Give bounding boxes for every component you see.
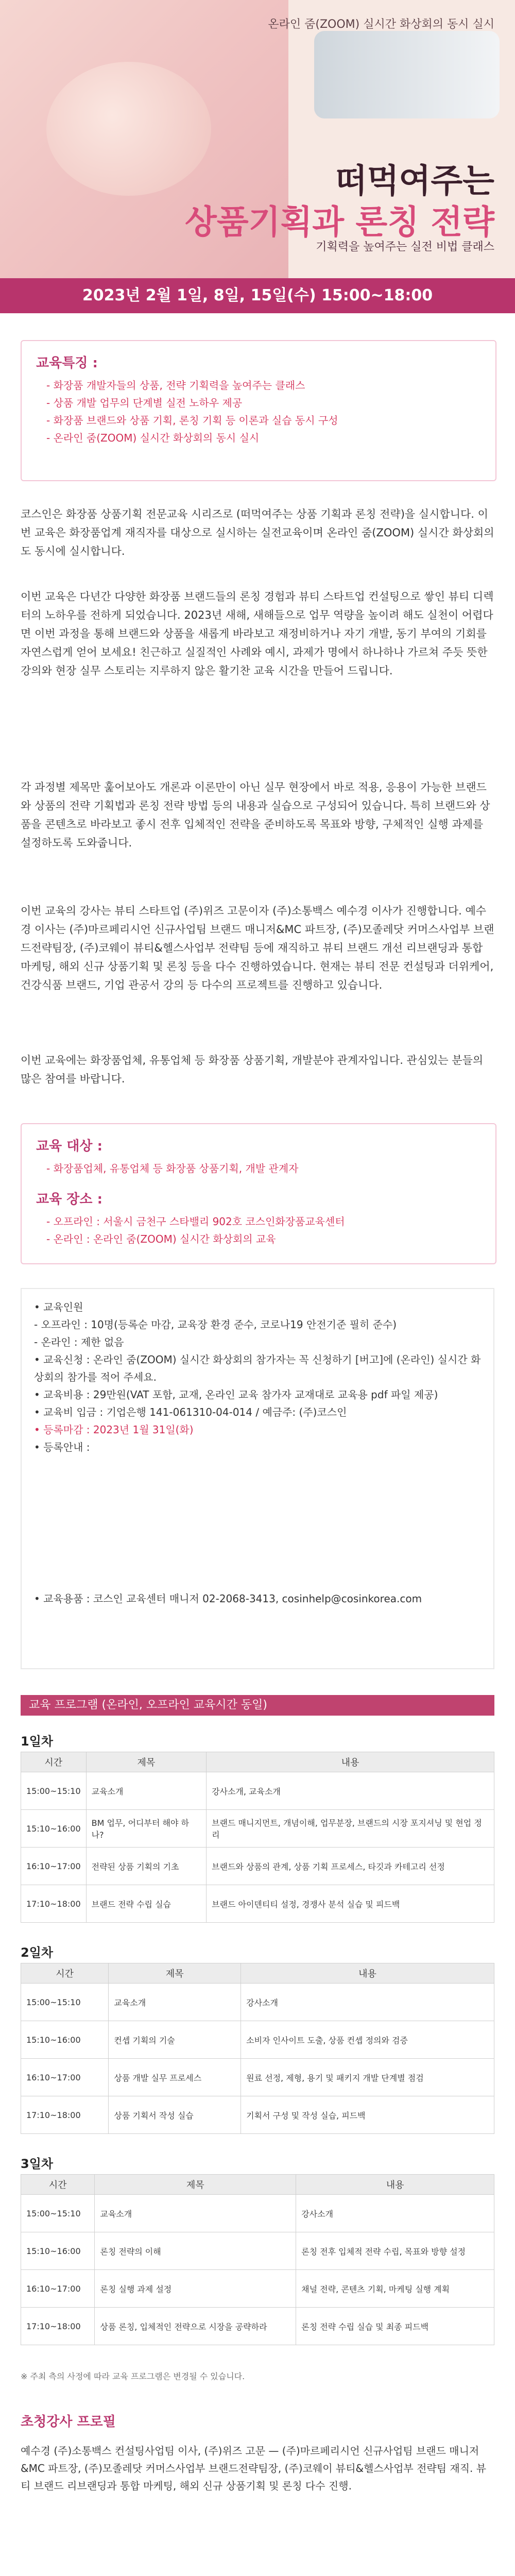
cell-title: 교육소개 [95, 2195, 296, 2232]
col-header: 내용 [207, 1752, 494, 1772]
cell-time: 15:00~15:10 [21, 1772, 87, 1810]
details-box [21, 1288, 494, 1669]
table-row [21, 2270, 494, 2308]
target-item: - 화장품업체, 유통업체 등 화장품 상품기획, 개발 관계자 [46, 1162, 299, 1175]
body-paragraph: 이번 교육에는 화장품업체, 유통업체 등 화장품 상품기획, 개발분야 관계자입니다. 관심있는 분들의 많은 참여를 바랍니다. [21, 1054, 484, 1085]
col-header: 시간 [21, 2175, 95, 2195]
col-header: 시간 [21, 1752, 87, 1772]
cell-time: 16:10~17:00 [21, 1848, 87, 1885]
detail-row: • 교육신청 : 온라인 줌(ZOOM) 실시간 화상회의 참가자는 꼭 신청하기 [버고]에 (온라인) 실시간 화상회의 참가를 적어 주세요. [34, 1353, 481, 1383]
cell-time: 17:10~18:00 [21, 1885, 87, 1923]
table-row [21, 1772, 494, 1810]
intro-paragraph: 코스인은 화장품 상품기획 전문교육 시리즈로 (떠먹여주는 상품 기획과 론칭 전략)을 실시합니다. 이번 교육은 화장품업계 재직자를 대상으로 실시하는 실전교육이며 온라인 줌(ZOOM) 실시간 화상회의도 동시에 실시합니다. [21, 508, 494, 557]
cell-title: 교육소개 [86, 1772, 206, 1810]
table-row [21, 1885, 494, 1923]
cell-time: 15:10~16:00 [21, 1810, 87, 1848]
features-item: - 상품 개발 업무의 단계별 실전 노하우 제공 [46, 397, 243, 409]
table-row [21, 2096, 494, 2134]
cell-time: 15:00~15:10 [21, 2195, 95, 2232]
cell-time: 17:10~18:00 [21, 2308, 95, 2345]
cell-title: 론칭 실행 과제 설정 [95, 2270, 296, 2308]
schedule-note: ※ 주최 측의 사정에 따라 교육 프로그램은 변경될 수 있습니다. [21, 2371, 245, 2381]
instructor-body: 예수경 (주)소통백스 컨설팅사업팀 이사, (주)위즈 고문 — (주)마르페리시언 신규사업팀 브랜드 매니저&MC 파트장, (주)모졸레닷 커머스사업부 브랜드전략팀장, (주)코웨이 뷰티&헬스사업부 전략팀 재직. 뷰티 브랜드 리브랜딩과 통합 마케팅, 해외 신규 상품기획 및 론칭 다수 진행. [21, 2445, 487, 2492]
detail-row: • 교육인원 [34, 1301, 83, 1313]
cell-content: 원료 선정, 제형, 용기 및 패키지 개발 단계별 점검 [241, 2059, 494, 2096]
cell-content: 론칭 전략 수립 실습 및 최종 피드백 [296, 2308, 494, 2345]
cell-content: 론칭 전후 입체적 전략 수립, 목표와 방향 설정 [296, 2232, 494, 2270]
table-row [21, 2021, 494, 2059]
target-heading: 교육 대상 : [36, 1139, 102, 1154]
features-box [21, 340, 496, 481]
col-header: 시간 [21, 1963, 109, 1984]
features-item: - 화장품 브랜드와 상품 기획, 론칭 기획 등 이론과 실습 동시 구성 [46, 414, 338, 427]
cell-title: 상품 기획서 작성 실습 [109, 2096, 241, 2134]
table-row [21, 1848, 494, 1885]
venue-item: - 오프라인 : 서울시 금천구 스타밸리 902호 코스인화장품교육센터 [46, 1215, 345, 1228]
target-venue-box [21, 1123, 496, 1264]
table-row [21, 1810, 494, 1848]
cell-content: 강사소개 [241, 1984, 494, 2021]
cell-title: 컨셉 기획의 기술 [109, 2021, 241, 2059]
cell-title: 론칭 전략의 이해 [95, 2232, 296, 2270]
cell-content: 브랜드 매니지먼트, 개념이해, 업무분장, 브랜드의 시장 포지셔닝 및 현업 정리 [207, 1810, 494, 1848]
body-paragraph: 이번 교육은 다년간 다양한 화장품 브랜드들의 론칭 경험과 뷰티 스타트업 컨설팅으로 쌓인 뷰티 디렉터의 노하우를 전하게 되었습니다. 2023년 새해, 새해들으로 업무 역량을 높이려 해도 실천이 어렵다면 이번 과정을 통해 브랜드와 상품을 새롭게 바라보고 재정비하거나 자기 개발, 동기 부여의 기회를 자연스럽게 얻어 보세요! 친근하고 실질적인 사례와 예시, 과제가 명에서 하나하나 가르쳐 주듯 뜻한 강의와 현장 실무 스토리는 지루하지 않은 활기찬 교육 시간을 만들어 드립니다. [21, 590, 494, 677]
body-paragraph: 이번 교육의 강사는 뷰티 스타트업 (주)위즈 고문이자 (주)소통백스 예수경 이사가 진행합니다. 예수경 이사는 (주)마르페리시언 신규사업팀 브랜드 매니저&MC 파트장, (주)모졸레닷 커머스사업부 브랜드전략팀장, (주)코웨이 뷰티&헬스사업부 전략팀 등에 재직하고 뷰티 브랜드 개선 리브랜딩과 통합 마케팅, 해외 신규 상품기획 및 론칭 등을 다수 진행하였습니다. 현재는 뷰티 전문 컨설팅과 더위케어, 건강식품 브랜드, 기업 관공서 강의 등 다수의 프로젝트를 진행하고 있습니다. [21, 905, 494, 991]
cell-content: 브랜드 아이덴티티 설정, 경쟁사 분석 실습 및 피드백 [207, 1885, 494, 1923]
features-item: - 화장품 개발자들의 상품, 전략 기획력을 높여주는 클래스 [46, 379, 305, 392]
col-header: 제목 [109, 1963, 241, 1984]
day-title: 1일차 [21, 1734, 54, 1749]
cell-time: 17:10~18:00 [21, 2096, 109, 2134]
venue-list [22, 1213, 495, 1248]
table-row [21, 2308, 494, 2345]
features-item: - 온라인 줌(ZOOM) 실시간 화상회의 동시 실시 [46, 432, 260, 444]
table-row [21, 2195, 494, 2232]
venue-item: - 온라인 : 온라인 줌(ZOOM) 실시간 화상회의 교육 [46, 1233, 276, 1245]
target-list [22, 1160, 495, 1177]
cell-title: 브랜드 전략 수립 실습 [86, 1885, 206, 1923]
col-header: 제목 [95, 2175, 296, 2195]
table-row [21, 2232, 494, 2270]
venue-heading: 교육 장소 : [36, 1192, 102, 1207]
col-header: 제목 [86, 1752, 206, 1772]
cell-content: 채널 전략, 콘텐츠 기획, 마케팅 실행 계획 [296, 2270, 494, 2308]
cell-time: 16:10~17:00 [21, 2270, 95, 2308]
day-title: 2일차 [21, 1945, 54, 1960]
cell-content: 강사소개, 교육소개 [207, 1772, 494, 1810]
cell-content: 기획서 구성 및 작성 실습, 피드백 [241, 2096, 494, 2134]
date-band: 2023년 2월 1일, 8일, 15일(수) 15:00~18:00 [0, 278, 515, 313]
cell-time: 15:10~16:00 [21, 2232, 95, 2270]
hero-machine-image [314, 31, 500, 118]
cell-title: 상품 개발 실무 프로세스 [109, 2059, 241, 2096]
schedule-table-day1 [21, 1752, 494, 1923]
hero-banner [0, 0, 515, 278]
body-paragraph: 각 과정별 제목만 훑어보아도 개론과 이론만이 아닌 실무 현장에서 바로 적용, 응용이 가능한 브랜드와 상품의 전략 기획법과 론칭 전략 방법 등의 내용과 실습으로 구성되어 있습니다. 특히 브랜드와 상품을 콘텐츠로 바라보고 좋시 전후 입체적인 전략을 준비하도록 목표와 방향, 구체적인 실행 과제를 설정하도록 도와줍니다. [21, 781, 490, 849]
cell-title: 교육소개 [109, 1984, 241, 2021]
cell-title: 상품 론칭, 입체적인 전략으로 시장을 공략하라 [95, 2308, 296, 2345]
cell-content: 소비자 인사이트 도출, 상품 컨셉 정의와 검증 [241, 2021, 494, 2059]
hero-title-line2: 상품기획과 론칭 전략 [185, 204, 494, 242]
features-heading: 교육특징 : [36, 355, 98, 371]
col-header: 내용 [241, 1963, 494, 1984]
cell-time: 15:10~16:00 [21, 2021, 109, 2059]
detail-row: - 오프라인 : 10명(등록순 마감, 교육장 환경 준수, 코로나19 안전기준 필히 준수) [34, 1318, 397, 1331]
instructor-title: 초청강사 프로필 [21, 2414, 116, 2430]
detail-row: - 온라인 : 제한 없음 [34, 1336, 124, 1348]
detail-row: • 등록마감 : 2023년 1월 31일(화) [34, 1423, 194, 1436]
schedule-table-day3 [21, 2174, 494, 2345]
features-list [22, 377, 495, 447]
schedule-bar: 교육 프로그램 (온라인, 오프라인 교육시간 동일) [21, 1695, 494, 1716]
cell-content: 강사소개 [296, 2195, 494, 2232]
day-title: 3일차 [21, 2157, 54, 2171]
cell-content: 브랜드와 상품의 관계, 상품 기획 프로세스, 타깃과 카테고리 선정 [207, 1848, 494, 1885]
cell-time: 16:10~17:00 [21, 2059, 109, 2096]
cell-time: 15:00~15:10 [21, 1984, 109, 2021]
cell-title: BM 업무, 어디부터 해야 하나? [86, 1810, 206, 1848]
hero-title-line1: 떠먹여주는 [335, 162, 494, 200]
detail-row: • 등록안내 : [34, 1441, 90, 1453]
col-header: 내용 [296, 2175, 494, 2195]
table-row [21, 1984, 494, 2021]
detail-row: • 교육비용 : 29만원(VAT 포함, 교재, 온라인 교육 참가자 교재대로 교육용 pdf 파일 제공) [34, 1388, 438, 1401]
cell-title: 전략된 상품 기획의 기초 [86, 1848, 206, 1885]
detail-row: • 교육비 입금 : 기업은행 141-061310-04-014 / 예금주: (주)코스인 [34, 1406, 347, 1418]
schedule-table-day2 [21, 1963, 494, 2134]
table-row [21, 2059, 494, 2096]
hero-subtitle: 온라인 줌(ZOOM) 실시간 화상회의 동시 실시 [268, 18, 494, 31]
hero-tagline: 기획력을 높여주는 실전 비법 클래스 [316, 241, 494, 253]
detail-row: • 교육용품 : 코스인 교육센터 매니저 02-2068-3413, cosinhelp@cosinkorea.com [34, 1592, 422, 1605]
